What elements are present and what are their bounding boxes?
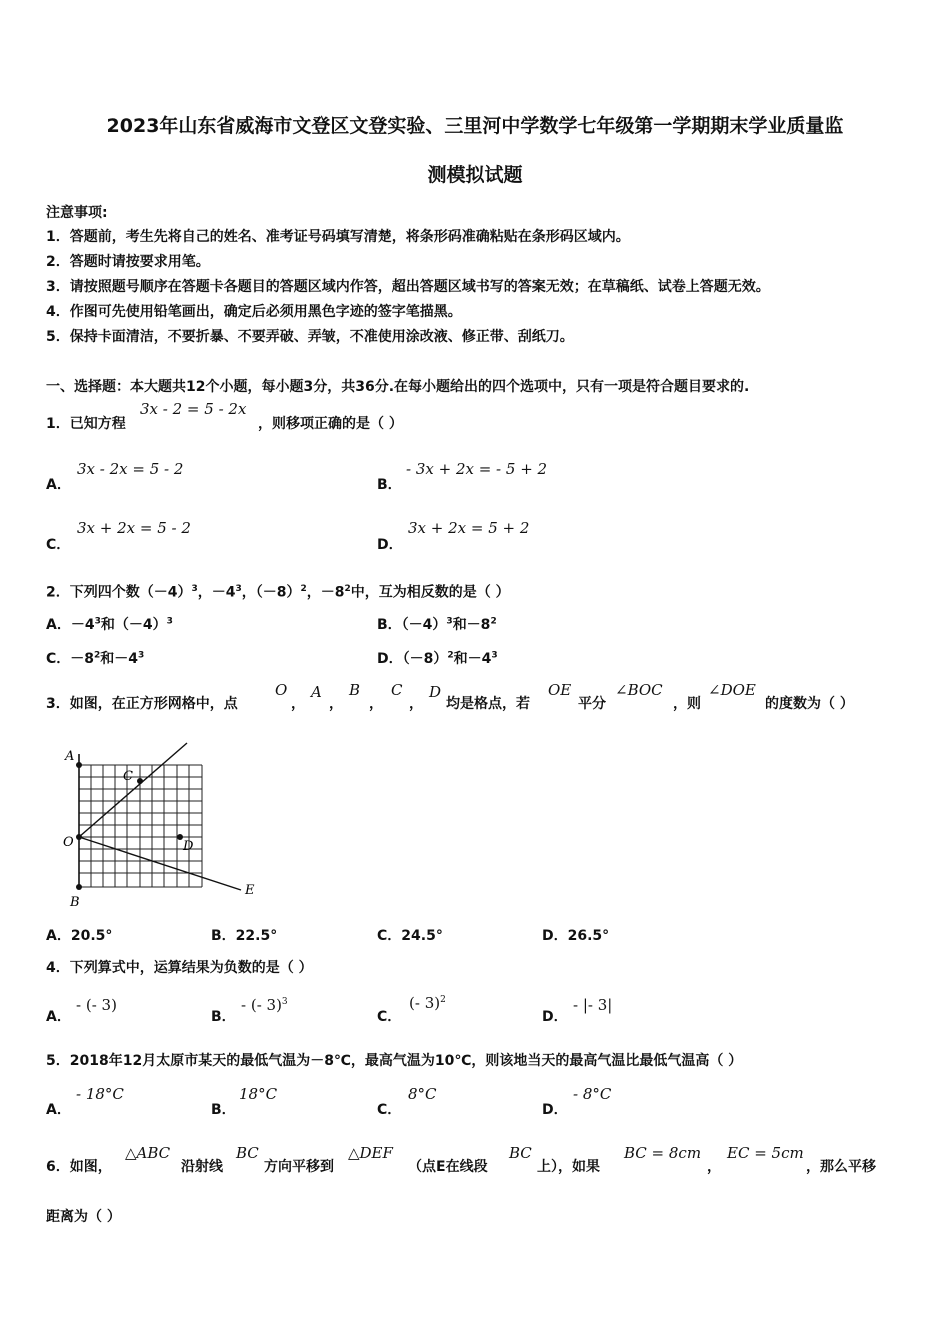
label-d: D <box>183 839 194 854</box>
notice-item: 2．答题时请按要求用笔。 <box>46 254 210 270</box>
q3-option-d: D．26.5° <box>542 928 610 944</box>
q3-sep: ， <box>369 696 383 712</box>
q1-suffix: ，则移项正确的是（ ） <box>258 416 403 432</box>
q6-prefix: 6．如图， <box>46 1159 112 1175</box>
page-title: 2023年山东省威海市文登区文登实验、三里河中学数学七年级第一学期期末学业质量监 <box>106 115 844 137</box>
q6-comma: ， <box>707 1159 721 1175</box>
point-o <box>76 834 82 840</box>
q3-angle-doe: ∠DOE <box>708 681 756 699</box>
q6-cond2: 上），如果 <box>537 1159 600 1175</box>
label-a: A <box>65 749 75 764</box>
q1-option-c-label: C． <box>46 537 71 553</box>
q1-option-d: 3x + 2x = 5 + 2 <box>408 519 530 537</box>
q3-option-b: B．22.5° <box>211 928 278 944</box>
q6-along: 沿射线 <box>181 1159 223 1175</box>
label-o: O <box>63 835 74 850</box>
q5-option-d-label: D． <box>542 1102 568 1118</box>
label-c: C <box>123 769 133 784</box>
q3-point-c: C <box>391 681 403 699</box>
q6-line2: 距离为（ ） <box>46 1209 121 1225</box>
q6-bc-1: BC <box>236 1144 259 1162</box>
q1-equation: 3x - 2 = 5 - 2x <box>140 400 247 418</box>
q3-grid-figure <box>53 740 293 912</box>
q3-point-b: B <box>349 681 361 699</box>
q3-then: ，则 <box>673 696 701 712</box>
notice-item: 1．答题前，考生先将自己的姓名、准考证号码填写清楚，将条形码准确粘贴在条形码区域内。 <box>46 229 630 245</box>
q4-stem: 4．下列算式中，运算结果为负数的是（ ） <box>46 960 313 976</box>
q3-angle-boc: ∠BOC <box>615 681 663 699</box>
q1-option-b-label: B． <box>377 477 402 493</box>
q1-option-a: 3x - 2x = 5 - 2 <box>77 460 184 478</box>
q5-option-a: - 18°C <box>76 1085 124 1103</box>
q4-option-d-label: D． <box>542 1009 568 1025</box>
page-subtitle: 测模拟试题 <box>427 164 523 186</box>
q3-sep: ， <box>291 696 305 712</box>
q6-bc-2: BC <box>509 1144 532 1162</box>
q1-option-b: - 3x + 2x = - 5 + 2 <box>406 460 548 478</box>
ray-oc <box>79 743 187 837</box>
q2-option-d: D．$(-8)^2$和$-4^3$ <box>377 650 498 667</box>
q4-option-d: - |- 3| <box>573 996 613 1014</box>
q6-triangle-def: △DEF <box>348 1144 393 1162</box>
q5-option-d: - 8°C <box>573 1085 612 1103</box>
q4-option-b-label: B． <box>211 1009 236 1025</box>
q1-option-a-label: A． <box>46 477 71 493</box>
q4-option-c: (- 3)$^2$ <box>409 994 446 1012</box>
q3-option-a: A．20.5° <box>46 928 113 944</box>
q5-option-b: 18°C <box>239 1085 278 1103</box>
q4-option-b: - (- 3)$^3$ <box>241 996 288 1014</box>
q3-prefix: 3．如图，在正方形网格中，点 <box>46 696 238 712</box>
q1-option-c: 3x + 2x = 5 - 2 <box>77 519 191 537</box>
q3-bisect: 平分 <box>578 696 606 712</box>
q5-option-b-label: B． <box>211 1102 236 1118</box>
q2-option-c: C．$-8^2$和$-4^3$ <box>46 650 145 667</box>
q2-stem: 2．下列四个数$(-4)^3$，$-4^3$，$(-8)^2$，$-8^2$中，互为相反数的是（ ） <box>46 584 510 601</box>
q3-point-o: O <box>275 681 288 699</box>
point-c <box>137 778 143 784</box>
q5-option-c: 8°C <box>408 1085 437 1103</box>
q6-cond: （点E在线段 <box>408 1159 488 1175</box>
q2-option-b: B．$(-4)^3$和$-8^2$ <box>377 616 497 633</box>
q3-sep: ， <box>329 696 343 712</box>
q2-option-a: A．$-4^3$和$(-4)^3$ <box>46 616 173 633</box>
q3-option-c: C．24.5° <box>377 928 443 944</box>
point-a <box>76 762 82 768</box>
point-b <box>76 884 82 890</box>
q4-option-c-label: C． <box>377 1009 402 1025</box>
q5-option-a-label: A． <box>46 1102 71 1118</box>
q3-suffix: 的度数为（ ） <box>765 696 854 712</box>
notice-item: 5．保持卡面清洁，不要折暴、不要弄破、弄皱，不准使用涂改液、修正带、刮纸刀。 <box>46 329 574 345</box>
notice-heading: 注意事项: <box>46 205 108 221</box>
q6-tail: ，那么平移 <box>806 1159 876 1175</box>
q3-point-d: D <box>429 683 442 701</box>
q1-option-d-label: D． <box>377 537 403 553</box>
q6-move: 方向平移到 <box>264 1159 334 1175</box>
section-heading: 一、选择题：本大题共12个小题，每小题3分，共36分.在每小题给出的四个选项中，只有一项是符合题目要求的. <box>46 379 750 395</box>
q6-triangle-abc: △ABC <box>125 1144 171 1162</box>
notice-item: 4．作图可先使用铅笔画出，确定后必须用黑色字迹的签字笔描黑。 <box>46 304 462 320</box>
q3-point-a: A <box>311 683 322 701</box>
label-b: B <box>70 895 80 910</box>
label-e: E <box>245 883 255 898</box>
q1-prefix: 1．已知方程 <box>46 416 126 432</box>
q3-sep: ， <box>409 696 423 712</box>
q5-option-c-label: C． <box>377 1102 402 1118</box>
q3-oe: OE <box>548 681 572 699</box>
q6-eq-bc: BC = 8cm <box>624 1144 702 1162</box>
q5-stem: 5．2018年12月太原市某天的最低气温为－8℃，最高气温为10℃，则该地当天的最高气温比最低气温高（ ） <box>46 1053 743 1069</box>
q3-mid: 均是格点，若 <box>446 696 530 712</box>
q4-option-a: - (- 3) <box>76 996 117 1014</box>
notice-item: 3．请按照题号顺序在答题卡各题目的答题区域内作答，超出答题区域书写的答案无效；在草稿纸、试卷上答题无效。 <box>46 279 770 295</box>
q6-eq-ec: EC = 5cm <box>727 1144 804 1162</box>
q4-option-a-label: A． <box>46 1009 71 1025</box>
